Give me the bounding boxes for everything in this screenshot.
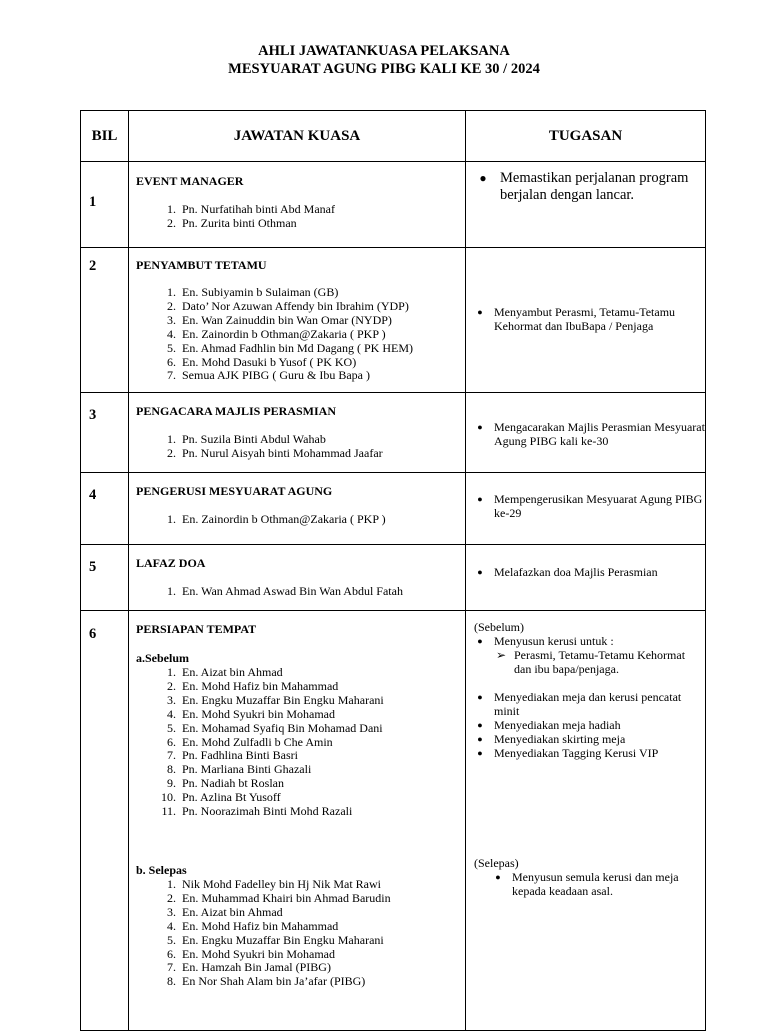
tugasan-cell	[466, 162, 706, 248]
jawatan-cell	[129, 545, 466, 611]
list-item: 3. En. Engku Muzaffar Bin Engku Maharani	[167, 692, 384, 707]
name-list	[136, 585, 465, 599]
row-number	[81, 473, 129, 545]
list-item: 1. En. Subiyamin b Sulaiman (GB)	[167, 285, 339, 299]
header-bil: BIL	[81, 111, 129, 162]
arrow-item: ➢ Perasmi, Tetamu-Tetamu Kehormat dan ibu bapa/penjaga.	[496, 648, 686, 676]
arrow-icon: ➢	[496, 648, 507, 662]
list-item: 11. Pn. Noorazimah Binti Mohd Razali	[161, 804, 353, 819]
jawatan-cell	[129, 248, 466, 393]
list-item: ● Mempengerusikan Mesyuarat Agung PIBG ke-29	[477, 492, 703, 520]
tugasan-sebelum-label: (Sebelum)	[474, 620, 524, 634]
role-title: PENYAMBUT TETAMU	[136, 258, 267, 272]
jawatan-cell	[129, 611, 466, 1031]
jawatan-cell	[129, 162, 466, 248]
role-title: PENGACARA MAJLIS PERASMIAN	[136, 404, 337, 418]
row-number-text: 5	[89, 559, 97, 575]
tugasan-cell	[466, 545, 706, 611]
header-jawatan: JAWATAN KUASA	[129, 111, 466, 162]
tugasan-cell	[466, 248, 706, 393]
list-item: ● Menyediakan skirting meja	[477, 732, 626, 746]
list-item: ● Menyusun semula kerusi dan meja kepada keadaan asal.	[495, 870, 679, 898]
table-row	[81, 473, 706, 545]
row-number	[81, 248, 129, 393]
name-list	[136, 513, 465, 527]
list-item: 3. En. Aizat bin Ahmad	[167, 904, 283, 919]
list-item: ● Menyediakan meja dan kerusi pencatat minit	[477, 690, 682, 718]
document-subtitle: MESYUARAT AGUNG PIBG KALI KE 30 / 2024	[228, 61, 540, 77]
list-item: 2. Dato’ Nor Azuwan Affendy bin Ibrahim (YDP)	[167, 298, 409, 313]
list-item: ● Menyambut Perasmi, Tetamu-Tetamu Kehormat dan IbuBapa / Penjaga	[477, 305, 676, 333]
table-row	[81, 162, 706, 248]
tugasan-cell	[466, 393, 706, 473]
list-item: 1. En. Wan Ahmad Aswad Bin Wan Abdul Fatah	[167, 584, 403, 598]
task-list	[466, 162, 705, 204]
task-list	[466, 473, 705, 520]
list-item: 7. En. Hamzah Bin Jamal (PIBG)	[167, 960, 331, 975]
role-title: EVENT MANAGER	[136, 174, 244, 188]
role-title: PERSIAPAN TEMPAT	[136, 622, 257, 636]
list-item: 5. En. Mohamad Syafiq Bin Mohamad Dani	[167, 720, 383, 735]
row-number-text: 3	[89, 407, 97, 423]
list-item: 1. Pn. Suzila Binti Abdul Wahab	[167, 432, 326, 446]
name-list	[136, 286, 465, 383]
list-item: 6. En. Mohd Syukri bin Mohamad	[167, 946, 335, 961]
list-item: 9. Pn. Nadiah bt Roslan	[167, 776, 284, 791]
selepas-label: b. Selepas	[136, 862, 187, 877]
name-list	[136, 433, 465, 461]
task-list	[466, 393, 705, 448]
list-item: 4. En. Mohd Syukri bin Mohamad	[167, 706, 335, 721]
sebelum-name-list	[136, 666, 465, 819]
task-list	[466, 690, 705, 760]
list-item: 1. Nik Mohd Fadelley bin Hj Nik Mat Rawi	[167, 876, 381, 891]
task-list	[466, 545, 705, 579]
table-row	[81, 545, 706, 611]
list-item: 5. En. Ahmad Fadhlin bin Md Dagang ( PK HEM)	[167, 340, 413, 355]
list-item: 8. Pn. Marliana Binti Ghazali	[167, 762, 312, 777]
tugasan-cell	[466, 473, 706, 545]
tugasan-selepas-label: (Selepas)	[474, 856, 519, 870]
list-item: 4. En. Mohd Hafiz bin Mahammad	[167, 918, 339, 933]
list-item: ● Melafazkan doa Majlis Perasmian	[477, 565, 658, 579]
jawatan-cell	[129, 393, 466, 473]
document-title: AHLI JAWATANKUASA PELAKSANA	[258, 43, 510, 59]
task-list	[466, 248, 705, 333]
jawatan-cell	[129, 473, 466, 545]
task-list	[466, 634, 705, 648]
list-item: ● Menyusun kerusi untuk :	[477, 634, 614, 648]
table-header-row	[81, 111, 706, 162]
list-item: 3. En. Wan Zainuddin bin Wan Omar (NYDP)	[167, 312, 392, 327]
list-item: 2. En. Mohd Hafiz bin Mahammad	[167, 678, 339, 693]
list-item: 1. Pn. Nurfatihah binti Abd Manaf	[167, 202, 335, 216]
list-item: 2. En. Muhammad Khairi bin Ahmad Barudin	[167, 890, 391, 905]
list-item: 1. En. Aizat bin Ahmad	[167, 665, 283, 679]
list-item: ● Menyediakan meja hadiah	[477, 718, 621, 732]
row-number-text: 2	[89, 258, 97, 274]
row-number-text: 4	[89, 487, 97, 503]
tugasan-cell	[466, 611, 706, 1031]
row-number	[81, 393, 129, 473]
selepas-name-list	[136, 878, 465, 989]
committee-table	[80, 110, 706, 1031]
list-item: 4. En. Zainordin b Othman@Zakaria ( PKP )	[167, 326, 386, 341]
task-list	[466, 870, 705, 898]
table-row	[81, 393, 706, 473]
list-item: 1. En. Zainordin b Othman@Zakaria ( PKP )	[167, 512, 386, 526]
list-item: 7. Semua AJK PIBG ( Guru & Ibu Bapa )	[167, 368, 370, 383]
row-number	[81, 162, 129, 248]
list-item: 10. Pn. Azlina Bt Yusoff	[161, 790, 281, 805]
role-title: LAFAZ DOA	[136, 556, 206, 570]
list-item: 2. Pn. Nurul Aisyah binti Mohammad Jaafar	[167, 445, 383, 460]
row-number	[81, 545, 129, 611]
list-item: 6. En. Mohd Zulfadli b Che Amin	[167, 734, 333, 749]
list-item: 7. Pn. Fadhlina Binti Basri	[167, 748, 299, 763]
row-number-text: 1	[89, 194, 97, 210]
header-tugasan: TUGASAN	[466, 111, 706, 162]
list-item: 5. En. Engku Muzaffar Bin Engku Maharani	[167, 932, 384, 947]
list-item: ● Memastikan perjalanan program berjalan dengan lancar.	[479, 170, 689, 203]
list-item: ● Mengacarakan Majlis Perasmian Mesyuarat Agung PIBG kali ke-30	[477, 420, 705, 448]
list-item: 8. En Nor Shah Alam bin Ja’afar (PIBG)	[167, 974, 366, 989]
list-item: ● Menyediakan Tagging Kerusi VIP	[477, 746, 659, 760]
table-row	[81, 611, 706, 1031]
list-item: 2. Pn. Zurita binti Othman	[167, 215, 297, 230]
table-row	[81, 248, 706, 393]
list-item: 6. En. Mohd Dasuki b Yusof ( PK KO)	[167, 354, 357, 369]
sebelum-label: a.Sebelum	[136, 651, 190, 665]
name-list	[136, 203, 465, 231]
row-number	[81, 611, 129, 1031]
role-title: PENGERUSI MESYUARAT AGUNG	[136, 484, 333, 498]
row-number-text: 6	[89, 626, 97, 642]
